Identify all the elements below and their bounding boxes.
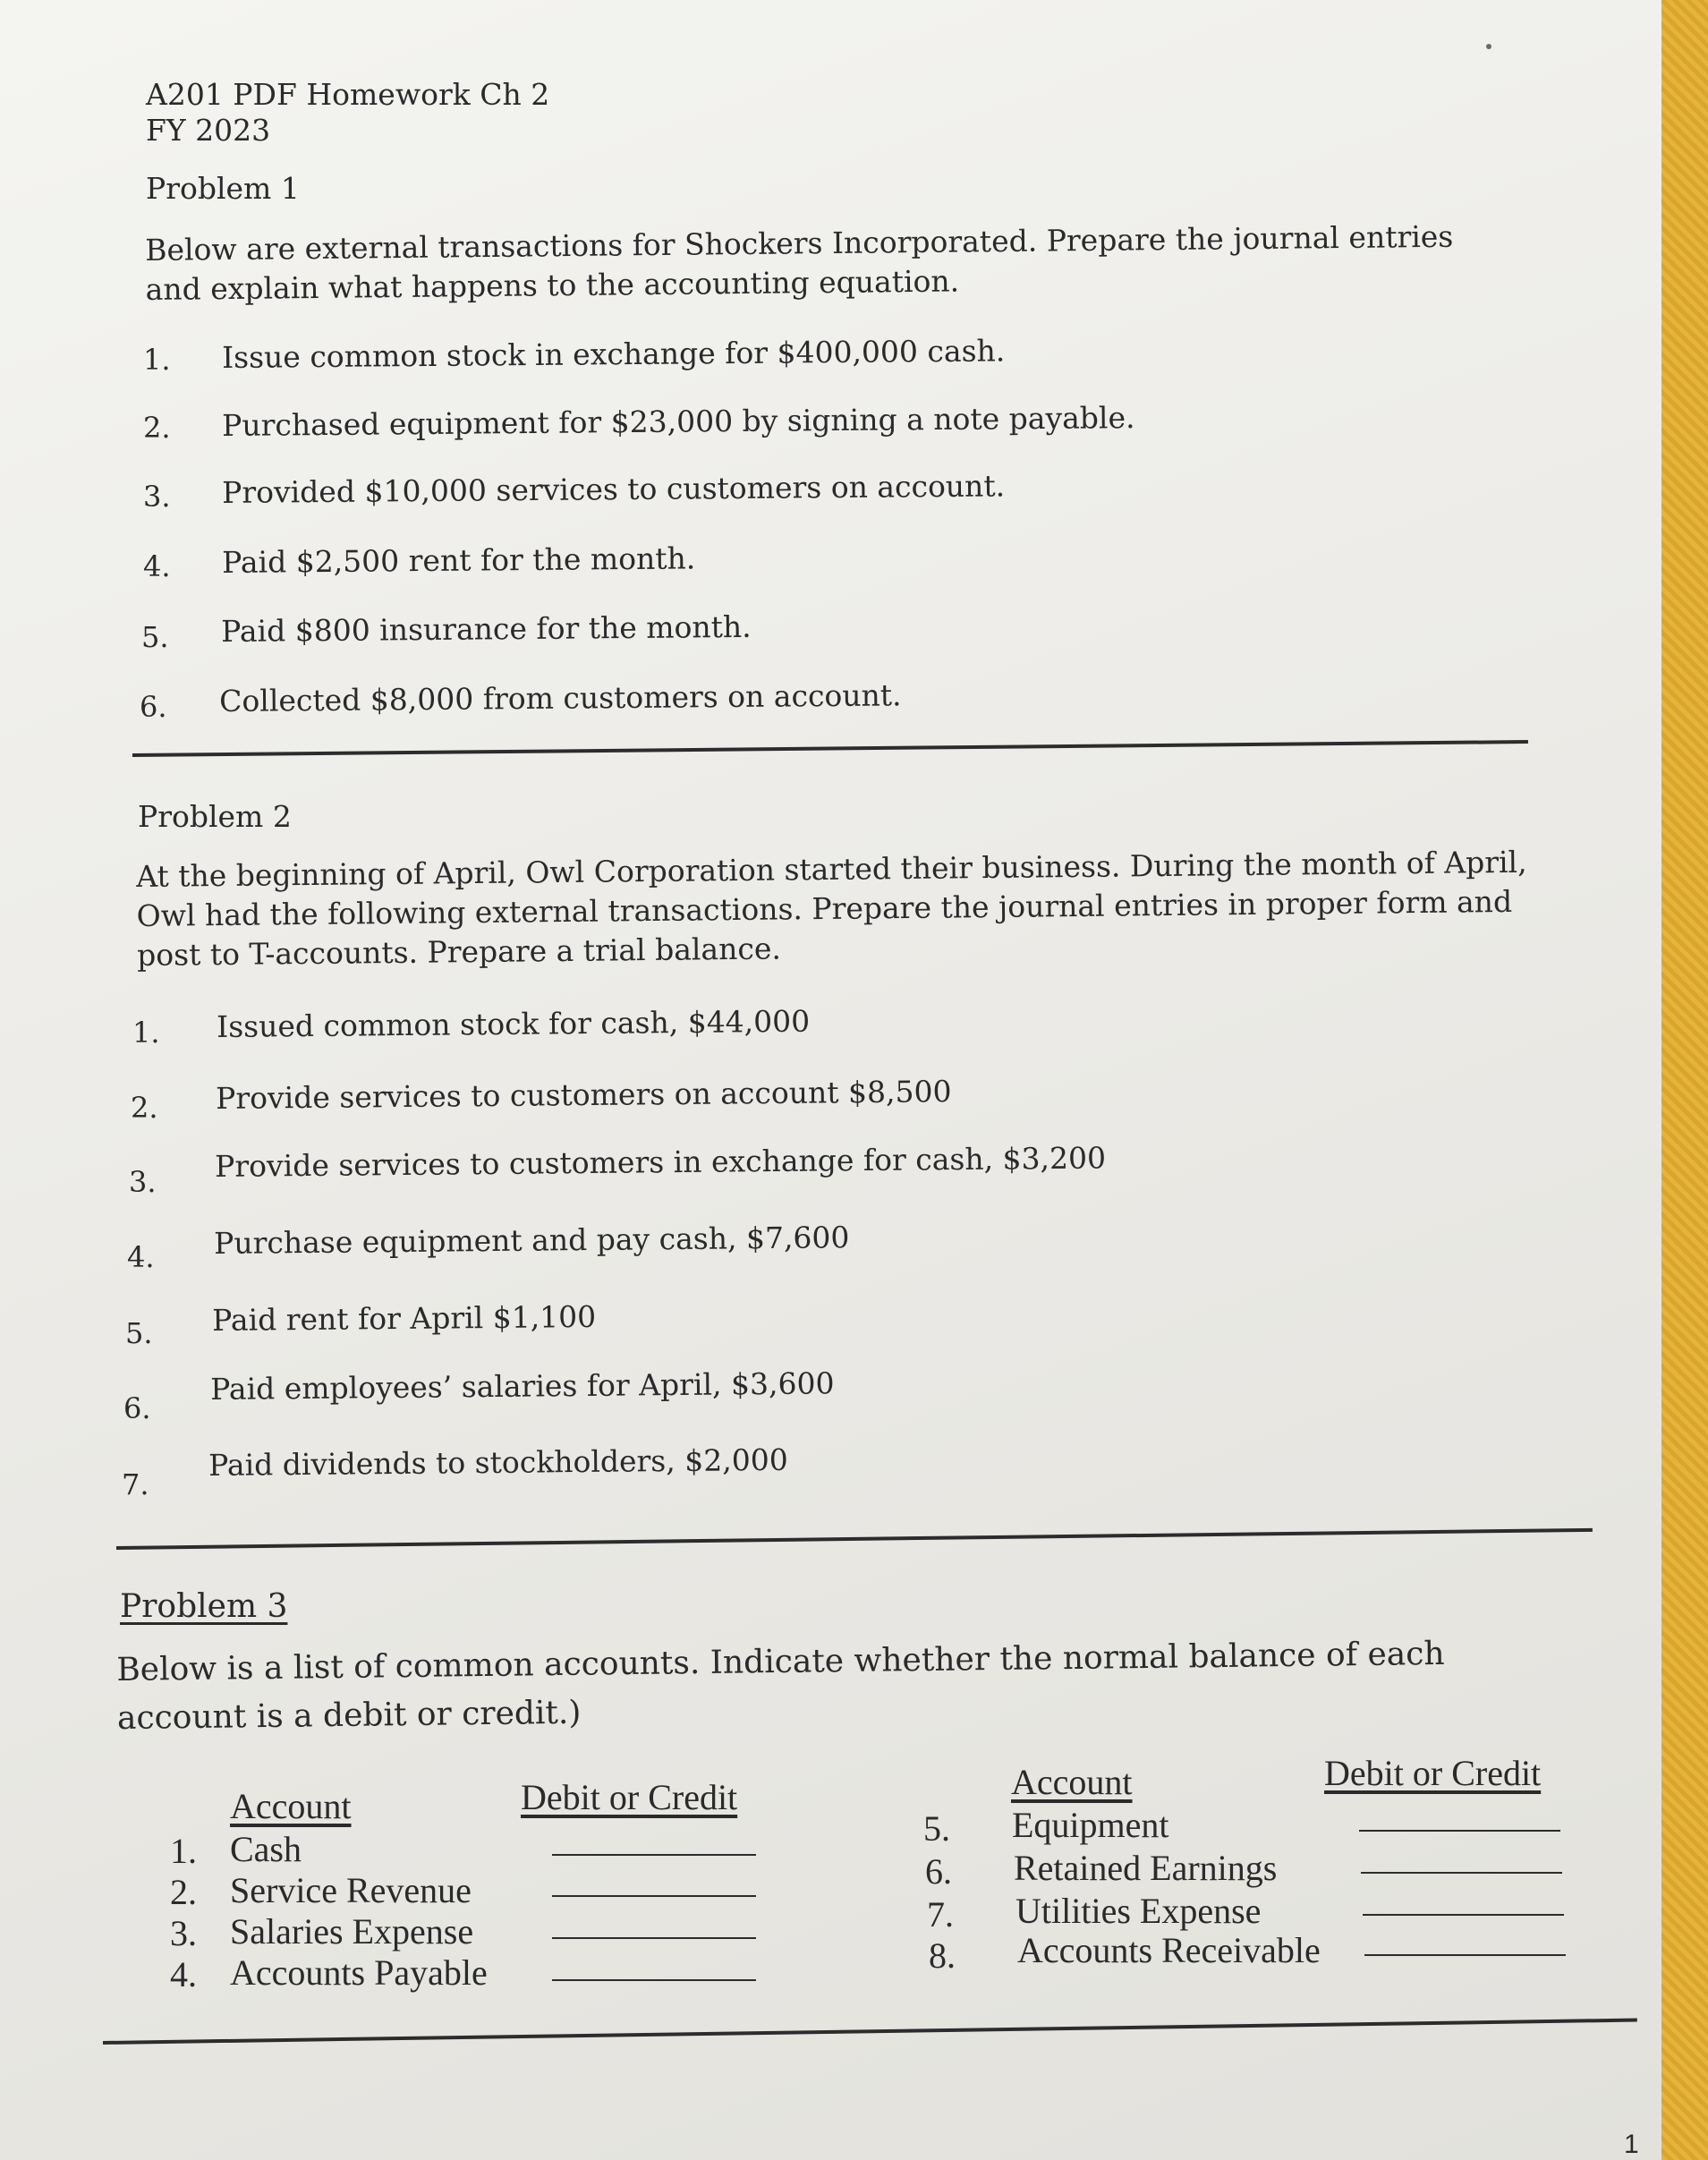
item-number: 5. bbox=[141, 620, 169, 654]
account-number: 2. bbox=[170, 1872, 197, 1912]
item-number: 6. bbox=[140, 690, 167, 724]
item-number: 1. bbox=[143, 343, 171, 377]
fiscal-year: FY 2023 bbox=[146, 113, 271, 148]
account-name: Cash bbox=[230, 1829, 302, 1869]
item-number: 5. bbox=[125, 1316, 153, 1350]
item-number: 4. bbox=[143, 549, 171, 583]
item-text: Purchase equipment and pay cash, $7,600 bbox=[214, 1220, 850, 1261]
answer-blank[interactable] bbox=[1361, 1872, 1562, 1874]
section-divider bbox=[103, 2019, 1637, 2045]
item-text: Paid $800 insurance for the month. bbox=[221, 608, 752, 649]
account-column-header: Account bbox=[230, 1786, 352, 1826]
problem-3-instructions: Below is a list of common accounts. Indicate whether the normal balance of each account is a debit or credit.) bbox=[116, 1635, 1445, 1737]
ink-speck bbox=[1486, 44, 1491, 49]
answer-blank[interactable] bbox=[1363, 1914, 1564, 1916]
account-name: Accounts Payable bbox=[230, 1952, 488, 1993]
account-number: 6. bbox=[925, 1851, 952, 1892]
item-text: Paid dividends to stockholders, $2,000 bbox=[208, 1441, 788, 1483]
item-text: Issue common stock in exchange for $400,000 cash. bbox=[222, 333, 1006, 375]
account-number: 1. bbox=[170, 1831, 197, 1871]
answer-blank[interactable] bbox=[552, 1854, 756, 1856]
problem-1-instructions: Below are external transactions for Shockers Incorporated. Prepare the journal entries and explain what happens to the accounting equation. bbox=[145, 218, 1454, 307]
answer-blank[interactable] bbox=[552, 1937, 756, 1939]
problem-2-instructions: At the beginning of April, Owl Corporation started their business. During the month of April, Owl had the following external transactions. Prepare the journal entries in proper form and post to T-accounts. Prepare a trial balance. bbox=[136, 844, 1527, 973]
account-column-header: Account bbox=[1011, 1762, 1133, 1802]
item-number: 2. bbox=[131, 1091, 158, 1125]
section-divider bbox=[116, 1528, 1593, 1550]
course-title: A201 PDF Homework Ch 2 bbox=[146, 77, 550, 112]
account-name: Utilities Expense bbox=[1015, 1891, 1262, 1931]
debit-credit-column-header: Debit or Credit bbox=[1324, 1753, 1542, 1793]
section-divider bbox=[132, 740, 1528, 757]
item-number: 7. bbox=[122, 1467, 149, 1501]
item-number: 1. bbox=[132, 1016, 160, 1050]
item-number: 6. bbox=[123, 1391, 151, 1425]
item-number: 3. bbox=[143, 480, 171, 514]
item-number: 2. bbox=[143, 411, 171, 445]
problem-1-title: Problem 1 bbox=[146, 171, 300, 206]
answer-blank[interactable] bbox=[1364, 1954, 1566, 1956]
account-number: 3. bbox=[170, 1913, 197, 1953]
item-text: Paid employees’ salaries for April, $3,600 bbox=[210, 1365, 835, 1407]
item-number: 4. bbox=[127, 1240, 155, 1274]
account-name: Service Revenue bbox=[230, 1870, 472, 1910]
account-number: 4. bbox=[170, 1954, 197, 1994]
page-number: 1 bbox=[1624, 2130, 1639, 2159]
item-text: Provide services to customers in exchange for cash, $3,200 bbox=[215, 1140, 1107, 1184]
account-name: Retained Earnings bbox=[1014, 1848, 1278, 1888]
answer-blank[interactable] bbox=[552, 1979, 756, 1981]
account-number: 8. bbox=[929, 1935, 956, 1976]
item-text: Collected $8,000 from customers on account. bbox=[219, 677, 902, 719]
debit-credit-column-header: Debit or Credit bbox=[521, 1777, 738, 1817]
account-name: Accounts Receivable bbox=[1017, 1930, 1321, 1970]
item-text: Provide services to customers on account $8,500 bbox=[216, 1074, 952, 1116]
item-text: Purchased equipment for $23,000 by signing a note payable. bbox=[222, 400, 1135, 443]
answer-blank[interactable] bbox=[552, 1895, 756, 1897]
account-name: Salaries Expense bbox=[230, 1911, 474, 1952]
account-number: 5. bbox=[923, 1808, 950, 1849]
desk-surface bbox=[1661, 0, 1708, 2160]
account-number: 7. bbox=[927, 1894, 954, 1935]
item-text: Issued common stock for cash, $44,000 bbox=[217, 1003, 811, 1044]
answer-blank[interactable] bbox=[1359, 1830, 1560, 1832]
item-text: Paid rent for April $1,100 bbox=[212, 1298, 597, 1338]
problem-3-title: Problem 3 bbox=[120, 1588, 288, 1625]
item-number: 3. bbox=[129, 1165, 157, 1199]
problem-2-title: Problem 2 bbox=[138, 799, 292, 834]
item-text: Provided $10,000 services to customers on account. bbox=[222, 468, 1006, 510]
account-name: Equipment bbox=[1012, 1805, 1169, 1845]
item-text: Paid $2,500 rent for the month. bbox=[222, 540, 696, 580]
